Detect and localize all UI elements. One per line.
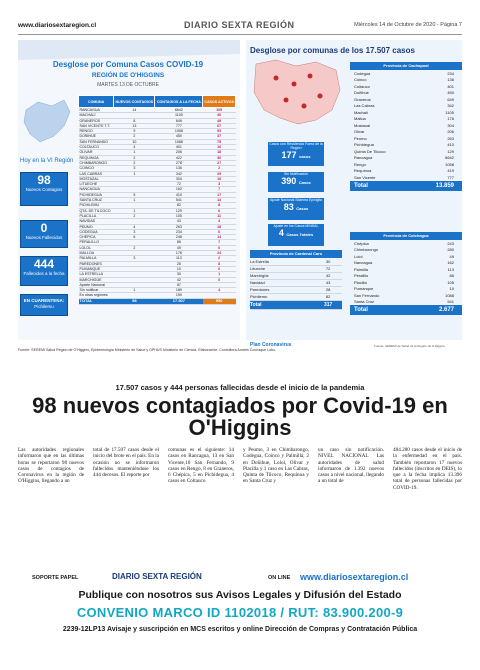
table-cell: 6 (203, 208, 236, 213)
table-cell: 2 (114, 213, 155, 218)
header-divider (18, 34, 462, 35)
table-cell: 42 (314, 272, 342, 279)
stat-fallecidos-fecha (20, 256, 68, 286)
stat-nuevos-fallecidos (20, 220, 68, 248)
table-cell: LAS CABRAS (79, 171, 114, 176)
stat-value: 444 (33, 257, 55, 271)
table-cell: Aparte Nacional (79, 282, 114, 287)
plan-coronavirus: Plan Coronavirus (250, 342, 292, 348)
table-cell: 75 (203, 139, 236, 144)
table-cell: 278 (155, 160, 203, 165)
table-cell: 2.677 (408, 305, 462, 315)
table-cell: 450 (447, 90, 454, 96)
table-cell: Marchigüe (250, 272, 314, 279)
table-cell: 8 (203, 203, 236, 208)
article-kicker: 17.507 casos y 444 personas fallecidas desde el inicio de la pandemia (115, 383, 365, 392)
left-date: MARTES 13 DE OCTUBRE (97, 82, 159, 88)
table-cell: DOÑIHUE (79, 134, 114, 139)
table-cell: Coinco (354, 77, 367, 83)
table-cell: QTA. DE TILCOCO (79, 208, 114, 213)
stat-value: 0 (40, 221, 48, 235)
right-title: Desglose por comunas de los 17.507 casos (250, 46, 415, 55)
table-cell: 30 (314, 258, 342, 265)
table-cell: 3 (114, 256, 155, 261)
table-cell: 0 (203, 266, 236, 271)
table-cell: 67 (203, 123, 236, 128)
table-cell: 206 (155, 150, 203, 155)
table-cell: 49 (449, 253, 454, 259)
ad-diario-name: DIARIO SEXTA REGIÓN (112, 572, 202, 581)
table-cell: 2 (114, 155, 155, 160)
table-cell: Litueche (250, 265, 314, 272)
col-nuevos: NUEVOS CONTAGIOS (114, 96, 155, 108)
table-cell: 1088 (155, 139, 203, 144)
table-cell: 87 (155, 282, 203, 287)
table-cell: 422 (155, 155, 203, 160)
ad-publique: Publique con nosotros sus Avisos Legales y Difusión del Estado (78, 589, 402, 601)
table-cell: 541 (447, 299, 454, 305)
box-sin-notificacion (268, 172, 324, 192)
table-cell: 43 (314, 279, 342, 286)
table-cell: COINCO (79, 166, 114, 171)
table-row (250, 293, 342, 300)
table-cell: CHIMBARONGO (79, 160, 114, 165)
table-row (250, 286, 342, 293)
table-cell: 1 (114, 198, 155, 203)
table-cell: 129 (447, 148, 454, 154)
table-cell: 159 (155, 293, 203, 298)
table-cell: Doñihue (354, 90, 369, 96)
table-cell: La Estrella (250, 258, 314, 265)
table-cell: Rancagua (354, 155, 373, 161)
table-cell: Total (350, 305, 408, 315)
table-total-row (79, 298, 236, 304)
table-cell: 10 (155, 266, 203, 271)
table-cell: LITUECHE (79, 182, 114, 187)
table-cell: Peralillo (354, 273, 369, 279)
table-cell: PERALILLO (79, 240, 114, 245)
table-cell: 450 (155, 134, 203, 139)
box-value: 177 (281, 150, 297, 160)
table-cell: 1105 (445, 109, 454, 115)
table-cell: Requínoa (354, 168, 372, 174)
table-cell: 29 (203, 171, 236, 176)
box-label: Sin Notificación (283, 172, 309, 176)
table-cell: PICHILEMU (79, 203, 114, 208)
comuna-table-header (79, 96, 236, 108)
table-cell: 72 (155, 182, 203, 187)
table-cell: 3 (114, 229, 155, 234)
table-cell: PLACILLA (79, 213, 114, 218)
table-cell: 8 (114, 118, 155, 123)
box-ajuste-nacional (268, 198, 324, 220)
table-cell: 176 (447, 116, 454, 122)
table-cachapoal (350, 62, 462, 191)
box-unit: Casos (298, 180, 311, 185)
table-cell: 17 (203, 192, 236, 197)
table-cell: 2 (203, 166, 236, 171)
table-cell: 2 (114, 160, 155, 165)
table-cell: En otras regiones (79, 293, 114, 298)
table-cell: Peumo (354, 135, 367, 141)
table-cell: 27 (203, 160, 236, 165)
table-cell: 248 (155, 235, 203, 240)
table-row (250, 272, 342, 279)
table-row (250, 258, 342, 265)
table-cell: Chimbarongo (354, 247, 379, 253)
table-cell: 6642 (155, 108, 203, 113)
table-cell: 234 (155, 229, 203, 234)
header-date-page: Miércoles 14 de Octubre de 2020 - Página 7 (354, 22, 462, 28)
table-title: Provincia de Cardenal Caro (250, 250, 342, 258)
table-cell: 6 (114, 235, 155, 240)
box-label: Ajuste en los Casos MINSAL (273, 224, 319, 228)
box-unit: Casos Totales (286, 232, 314, 237)
table-cell: NANCAGUA (79, 187, 114, 192)
ad-top-row (18, 572, 462, 586)
table-cell: 777 (155, 123, 203, 128)
table-cell: 0 (203, 277, 236, 282)
table-cell: Pichilemu (250, 293, 314, 300)
table-cell: 263 (447, 135, 454, 141)
table-cell: 28 (155, 261, 203, 266)
table-cell: 317 (314, 300, 342, 309)
table-cardenal-caro (250, 250, 342, 310)
table-cell: 401 (155, 145, 203, 150)
table-cell: 2 (114, 245, 155, 250)
table-title: Provincia de Cachapoal (350, 62, 462, 70)
table-cell: 42 (155, 277, 203, 282)
header-newspaper-name: DIARIO SEXTA REGIÓN (184, 20, 295, 30)
right-source: Fuente: SEREMI de Salud de la Región de O'Higgins (374, 344, 445, 348)
table-cell: 304 (155, 176, 203, 181)
table-cell: Las Cabras (354, 103, 375, 109)
table-cell: Graneros (354, 96, 371, 102)
box-ajuste-minsal (268, 224, 324, 246)
table-cell: 72 (314, 265, 342, 272)
table-cell: 105 (203, 108, 236, 113)
table-cell: Chépica (354, 240, 369, 246)
ad-soporte-papel: SOPORTE PAPEL (32, 575, 79, 581)
table-colchagua (350, 232, 462, 315)
cuarentena-label: EN CUARENTENA: (23, 298, 65, 303)
table-cell: 4 (203, 219, 236, 224)
table-cell: 3 (203, 182, 236, 187)
table-cell: 82 (155, 203, 203, 208)
table-cell: 43 (155, 219, 203, 224)
table-row (250, 279, 342, 286)
table-cell: 243 (447, 240, 454, 246)
table-cell: 649 (447, 96, 454, 102)
table-cell: REQUINOA (79, 155, 114, 160)
header-site[interactable]: www.diariosextaregion.cl (18, 22, 97, 29)
table-cell: 3 (114, 166, 155, 171)
table-cell: 14 (203, 235, 236, 240)
table-cell: RANCAGUA (79, 108, 114, 113)
table-cell: 136 (447, 77, 454, 83)
table-cell: 263 (155, 224, 203, 229)
table-cell: 13.859 (410, 181, 462, 191)
box-label: Ajuste Nacional Sistema Epivigila (270, 198, 322, 202)
table-cell: TOTAL (79, 298, 114, 304)
table-cell: MACHALÍ (79, 113, 114, 118)
table-cell: 7 (203, 187, 236, 192)
table-cell: Palmilla (354, 266, 369, 272)
table-cell: PALMILLA (79, 256, 114, 261)
table-cell: CHÉPICA (79, 235, 114, 240)
table-cell: 162 (447, 260, 454, 266)
table-cell: 1105 (155, 113, 203, 118)
ad-site-link[interactable]: www.diariosextaregion.cl (300, 572, 409, 582)
table-cell: 189 (155, 288, 203, 293)
table-title: Provincia de Colchagua (350, 232, 462, 240)
table-cell: 1088 (445, 292, 454, 298)
box-label: Casos con Residencia Fuera de la Región (269, 142, 323, 150)
table-cell: 4 (114, 145, 155, 150)
table-cell: 49 (203, 118, 236, 123)
article-body (18, 447, 462, 511)
article-column: comunas es el siguiente: 14 casos en Rancagua, 13 en San Vicente,10 San Fernando, 9 casos en Rengo, 8 en Graneros, 6 Chépica, 5 en Pichidegua, 4 casos en Coltauco (168, 447, 234, 485)
table-cell: 24 (203, 251, 236, 256)
table-cell: 28 (314, 286, 342, 293)
table-cell: 649 (155, 118, 203, 123)
table-cell: 304 (447, 122, 454, 128)
table-cell: 8 (203, 261, 236, 266)
col-contagios: CONTAGIOS A LA FECHA (155, 96, 203, 108)
left-infographic (18, 40, 240, 340)
left-region: REGIÓN DE O'HIGGINS (91, 72, 165, 79)
article-column: Las autoridades regionales informaron que en las últimas horas se reportaron 98 nuevos casos de contagios de Coronavirus en la región de O'Higgins, llegando a un (18, 447, 84, 485)
article-headline: 98 nuevos contagiados por Covid-19 en O'Higgins (32, 393, 448, 440)
table-cell: SAN VICENTE T.T. (79, 123, 114, 128)
cuarentena-value: Pichilemu (34, 304, 54, 309)
table-cell: 136 (155, 166, 203, 171)
table-cell: 40 (203, 113, 236, 118)
table-cell: 234 (447, 70, 454, 76)
table-cell: MALLOA (79, 251, 114, 256)
table-cell: 11 (203, 213, 236, 218)
table-cell: 17.507 (155, 298, 203, 304)
table-cell: 105 (155, 213, 203, 218)
table-cell: Coltauco (354, 83, 370, 89)
table-cell: 10 (114, 139, 155, 144)
table-cell: 6642 (445, 155, 454, 161)
ad-online: ON LINE (268, 575, 291, 581)
table-cell: OLIVAR (79, 150, 114, 155)
table-cell: 98 (114, 298, 155, 304)
stat-label: Nuevos Fallecidos (25, 235, 63, 240)
stat-label: Nuevos Contagios (25, 187, 63, 192)
table-cell: 82 (314, 293, 342, 300)
table-cell: 410 (447, 142, 454, 148)
table-cell: 129 (155, 208, 203, 213)
table-cell: 49 (155, 245, 203, 250)
table-cell: 10 (203, 176, 236, 181)
table-cell: 777 (447, 174, 454, 180)
left-title: Desglose por Comuna Casos COVID-19 (52, 60, 204, 69)
table-cell: San Fernando (354, 292, 380, 298)
table-cell: Pumanque (354, 286, 374, 292)
table-cell: 6 (203, 229, 236, 234)
table-cell: 113 (447, 266, 454, 272)
table-cell: Lolol (354, 253, 363, 259)
table-cell: 9 (114, 129, 155, 134)
table-cell: 86 (155, 240, 203, 245)
table-cell: 113 (155, 256, 203, 261)
hoy-label: Hoy en la VI Región (20, 158, 74, 164)
box-unit: Casos (296, 206, 309, 211)
table-cell: SANTA CRUZ (79, 198, 114, 203)
article-column: total de 17.507 casos desde el inicio del brote en el país. En la ocasión no se informaron fallecidos manteniéndose los 444 decesos. El reporte por (93, 447, 159, 479)
table-cell: 162 (155, 187, 203, 192)
table-cell: San Vicente (354, 174, 376, 180)
table-cell: Codegua (354, 70, 371, 76)
table-cell: 1 (203, 272, 236, 277)
table-cell: Paredones (250, 286, 314, 293)
table-cell: Total (250, 300, 314, 309)
table-cell: 4 (203, 288, 236, 293)
table-cell: Quinta De Tilcoco (354, 148, 386, 154)
table-cell: 342 (447, 103, 454, 109)
table-cell: SAN FERNANDO (79, 139, 114, 144)
table-cell: COLTAUCO (79, 145, 114, 150)
table-total-row (350, 181, 462, 191)
table-cell: RENGO (79, 129, 114, 134)
table-cell: MARCHIGÜE (79, 277, 114, 282)
table-cell: 16 (203, 145, 236, 150)
box-unit: casos (299, 154, 311, 159)
table-cell: 18 (203, 224, 236, 229)
table-cell: 342 (155, 171, 203, 176)
article-column: 484.280 casos desde el inicio de la enfermedad en el país. También reportaron 17 nuevos fallecidos (inscritos en DEIS), lo que a la fecha implica 13.396 total de personas fallecidas por COVID-19. (393, 447, 462, 491)
stat-cuarentena (20, 294, 68, 316)
table-cell: LA ESTRELLA (79, 272, 114, 277)
table-cell: 53 (203, 129, 236, 134)
box-residencia-fuera (268, 142, 324, 166)
box-value: 83 (283, 202, 294, 212)
table-cell: 950 (203, 298, 236, 304)
table-cell: Santa Cruz (354, 299, 375, 305)
stat-label: Fallecidos a la fecha (23, 271, 65, 276)
box-value: 390 (281, 176, 297, 186)
table-cell: 1 (114, 150, 155, 155)
col-comuna: COMUNA (79, 96, 114, 108)
table-cell: 6 (203, 245, 236, 250)
ad-convenio: CONVENIO MARCO ID 1102018 / RUT: 83.900.200-9 (76, 605, 404, 620)
table-cell: GRANEROS (79, 118, 114, 123)
table-cell: 30 (203, 155, 236, 160)
left-source: Fuente: SEREMI Salud Región de O'Higgins, Epidemiología Ministerio de Salud y GPHUS Ministerio de Ciencia. Elaboración: Consultora Andrés Cochaque Lobo. (18, 348, 277, 352)
table-cell: CODEGUA (79, 229, 114, 234)
comuna-table (78, 95, 236, 305)
table-cell: 410 (155, 192, 203, 197)
table-cell: 2 (114, 134, 155, 139)
table-cell: Placilla (354, 279, 367, 285)
table-cell: Total (350, 181, 410, 191)
table-cell: 1 (114, 171, 155, 176)
table-cell: 37 (203, 134, 236, 139)
table-cell: 30 (155, 272, 203, 277)
ad-footer: 2239-12LP13 Avisaje y suscripción en MCS escritos y online Dirección de Compras y Contratación Pública (62, 626, 418, 633)
table-cell: Olivar (354, 129, 365, 135)
table-cell: Machalí (354, 109, 369, 115)
stat-value: 98 (37, 173, 51, 187)
table-cell: 105 (447, 279, 454, 285)
table-cell: Pichidegua (354, 142, 374, 148)
table-cell: 176 (155, 251, 203, 256)
stat-nuevos-contagios (20, 172, 68, 206)
table-total-row (350, 305, 462, 315)
table-cell: 14 (203, 198, 236, 203)
table-cell: PEUMO (79, 224, 114, 229)
table-cell: LOLOL (79, 245, 114, 250)
table-cell: 14 (114, 108, 155, 113)
page-header (18, 20, 462, 32)
table-cell: Nancagua (354, 260, 373, 266)
table-cell: 280 (447, 247, 454, 253)
box-value: 4 (278, 228, 284, 238)
table-cell: 1 (114, 288, 155, 293)
table-cell: 18 (203, 150, 236, 155)
table-row (250, 265, 342, 272)
table-cell: Mostazal (354, 122, 371, 128)
table-cell: PUMANQUE (79, 266, 114, 271)
table-cell: 541 (155, 198, 203, 203)
table-cell: PICHIDEGUA (79, 192, 114, 197)
table-cell: 5 (114, 192, 155, 197)
table-cell: 1 (114, 208, 155, 213)
table-cell: 419 (447, 168, 454, 174)
table-cell: 7 (203, 240, 236, 245)
table-cell: Navidad (250, 279, 314, 286)
table-cell: 1058 (155, 129, 203, 134)
table-cell: 86 (449, 273, 454, 279)
table-cell: MOSTAZAL (79, 176, 114, 181)
article-column: y Peumo, 3 en Chimbarongo, Codegua, Coinco y Palmilla, 2 en Doñihue, Lolol, Olivar y Placilla y 1 caso en Las Cabras, Quinta de Tilcoco, Requínoa y en Santa Cruz y (243, 447, 309, 485)
table-cell: Sin notificar (79, 288, 114, 293)
table-cell: PAREDONES (79, 261, 114, 266)
table-cell: 2 (203, 256, 236, 261)
table-cell: Rengo (354, 161, 366, 167)
col-activos: CASOS ACTIVOS (203, 96, 236, 108)
table-cell: 13 (114, 123, 155, 128)
right-infographic (246, 40, 462, 348)
table-total-row (250, 300, 342, 309)
table-cell: Malloa (354, 116, 366, 122)
article-column: un caso sin notificación. NIVEL NACIONAL Las autoridades de salud informaron de 1.392 nuevos casos a nivel nacional, llegando a un total de (318, 447, 384, 485)
table-cell: NAVIDAD (79, 219, 114, 224)
table-cell: 1058 (445, 161, 454, 167)
table-cell: 401 (447, 83, 454, 89)
table-cell: 4 (114, 224, 155, 229)
table-cell: 206 (447, 129, 454, 135)
table-cell: 10 (449, 286, 454, 292)
